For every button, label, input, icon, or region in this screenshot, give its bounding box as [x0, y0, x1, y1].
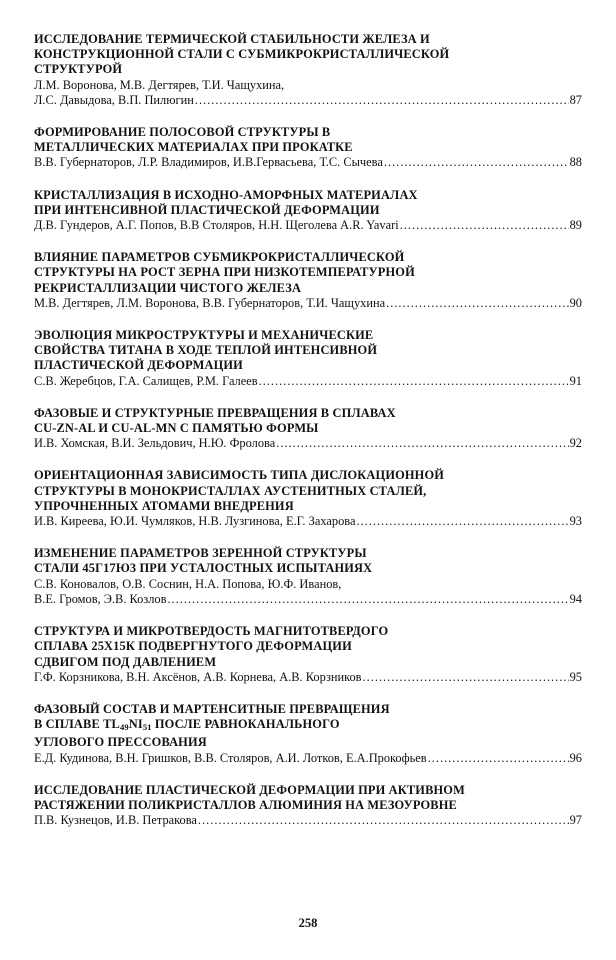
dot-leader — [428, 751, 569, 766]
title-line-alloy — [34, 717, 582, 735]
title-line: КРИСТАЛЛИЗАЦИЯ В ИСХОДНО-АМОРФНЫХ МАТЕРИАЛАХ — [34, 187, 418, 202]
dot-leader — [195, 93, 569, 108]
entry-title — [34, 624, 582, 670]
toc-entry — [34, 468, 582, 529]
dot-leader — [276, 436, 568, 451]
title-line: РАСТЯЖЕНИИ ПОЛИКРИСТАЛЛОВ АЛЮМИНИЯ НА МЕЗОУРОВНЕ — [34, 797, 457, 812]
dot-leader — [167, 592, 568, 607]
dot-leader — [384, 155, 569, 170]
toc-entry — [34, 32, 582, 108]
title-line: ЭВОЛЮЦИЯ МИКРОСТРУКТУРЫ И МЕХАНИЧЕСКИЕ — [34, 328, 374, 343]
leader-line — [34, 592, 582, 607]
alloy-subscript: 49 — [119, 722, 129, 733]
entry-authors — [34, 374, 582, 389]
title-line: СВОЙСТВА ТИТАНА В ХОДЕ ТЕПЛОЙ ИНТЕНСИВНОЙ — [34, 343, 378, 358]
title-line: ФОРМИРОВАНИЕ ПОЛОСОВОЙ СТРУКТУРЫ В — [34, 125, 331, 140]
author-line: И.В. Хомская, В.И. Зельдович, Н.Ю. Фролова — [34, 436, 276, 451]
title-line: СТАЛИ 45Г17Ю3 ПРИ УСТАЛОСТНЫХ ИСПЫТАНИЯХ — [34, 561, 373, 576]
entry-authors — [34, 577, 582, 607]
title-line: СТРУКТУРЫ В МОНОКРИСТАЛЛАХ АУСТЕНИТНЫХ СТАЛЕЙ, — [34, 483, 427, 498]
entry-title — [34, 32, 582, 78]
title-line: ИССЛЕДОВАНИЕ ПЛАСТИЧЕСКОЙ ДЕФОРМАЦИИ ПРИ АКТИВНОМ — [34, 782, 465, 797]
entry-authors — [34, 296, 582, 311]
title-line: КОНСТРУКЦИОННОЙ СТАЛИ С СУБМИКРОКРИСТАЛЛИЧЕСКОЙ — [34, 47, 450, 62]
author-line: В.В. Губернаторов, Л.Р. Владимиров, И.В.Гервасьева, Т.С. Сычева — [34, 155, 383, 170]
page-number: 96 — [569, 750, 582, 765]
author-line: Л.М. Воронова, М.В. Дегтярев, Т.И. Чащухина, — [34, 77, 285, 92]
title-line: СДВИГОМ ПОД ДАВЛЕНИЕМ — [34, 654, 217, 669]
page-number: 90 — [569, 295, 582, 310]
entry-authors — [34, 436, 582, 451]
toc-entry — [34, 188, 582, 234]
table-of-contents — [34, 32, 582, 845]
author-line: И.В. Киреева, Ю.И. Чумляков, Н.В. Лузгинова, Е.Г. Захарова — [34, 514, 356, 529]
author-line: С.В. Коновалов, О.В. Соснин, Н.А. Попова, Ю.Ф. Иванов, — [34, 576, 342, 591]
dot-leader — [198, 813, 569, 828]
entry-authors — [34, 514, 582, 529]
author-line: В.Е. Громов, Э.В. Козлов — [34, 591, 167, 606]
author-line: М.В. Дегтярев, Л.М. Воронова, В.В. Губернаторов, Т.И. Чащухина — [34, 295, 386, 310]
entry-title — [34, 468, 582, 514]
title-line: ПЛАСТИЧЕСКОЙ ДЕФОРМАЦИИ — [34, 358, 243, 373]
entry-title — [34, 328, 582, 374]
page-number: 97 — [569, 813, 582, 828]
page-number: 87 — [569, 92, 582, 107]
leader-line — [34, 374, 582, 389]
entry-title — [34, 546, 582, 576]
page-number: 94 — [569, 591, 582, 606]
title-line: РЕКРИСТАЛЛИЗАЦИИ ЧИСТОГО ЖЕЛЕЗА — [34, 280, 302, 295]
dot-leader — [386, 296, 568, 311]
entry-title — [34, 250, 582, 296]
alloy-text: ПОСЛЕ РАВНОКАНАЛЬНОГО — [151, 717, 340, 732]
title-line: CU-ZN-AL И CU-AL-MN С ПАМЯТЬЮ ФОРМЫ — [34, 421, 319, 436]
title-line: МЕТАЛЛИЧЕСКИХ МАТЕРИАЛАХ ПРИ ПРОКАТКЕ — [34, 140, 353, 155]
entry-title — [34, 702, 582, 751]
page-number: 92 — [569, 436, 582, 451]
leader-line — [34, 670, 582, 685]
title-line: ПРИ ИНТЕНСИВНОЙ ПЛАСТИЧЕСКОЙ ДЕФОРМАЦИИ — [34, 202, 380, 217]
entry-authors — [34, 155, 582, 170]
title-line: СТРУКТУРА И МИКРОТВЕРДОСТЬ МАГНИТОТВЕРДОГО — [34, 624, 389, 639]
title-line: ОРИЕНТАЦИОННАЯ ЗАВИСИМОСТЬ ТИПА ДИСЛОКАЦИОННОЙ — [34, 468, 445, 483]
title-line: СТРУКТУРЫ НА РОСТ ЗЕРНА ПРИ НИЗКОТЕМПЕРАТУРНОЙ — [34, 265, 415, 280]
title-line: ФАЗОВЫЙ СОСТАВ И МАРТЕНСИТНЫЕ ПРЕВРАЩЕНИЯ — [34, 701, 390, 716]
leader-line — [34, 514, 582, 529]
leader-line — [34, 436, 582, 451]
title-line: ИССЛЕДОВАНИЕ ТЕРМИЧЕСКОЙ СТАБИЛЬНОСТИ ЖЕЛЕЗА И — [34, 32, 430, 46]
entry-title — [34, 125, 582, 155]
toc-entry — [34, 624, 582, 685]
author-line: Г.Ф. Корзникова, В.Н. Аксёнов, А.В. Корнева, А.В. Корзников — [34, 669, 362, 684]
page-folio-number: 258 — [298, 916, 318, 930]
entry-title — [34, 406, 582, 436]
alloy-text: В СПЛАВЕ TL — [34, 717, 120, 732]
toc-entry — [34, 546, 582, 607]
author-line: П.В. Кузнецов, И.В. Петракова — [34, 813, 197, 828]
toc-entry — [34, 702, 582, 766]
entry-authors — [34, 751, 582, 766]
alloy-text: NI — [128, 717, 143, 732]
page-number: 91 — [569, 373, 582, 388]
entry-authors — [34, 78, 582, 108]
title-line: ФАЗОВЫЕ И СТРУКТУРНЫЕ ПРЕВРАЩЕНИЯ В СПЛАВАХ — [34, 405, 396, 420]
leader-line — [34, 93, 582, 108]
title-line: ВЛИЯНИЕ ПАРАМЕТРОВ СУБМИКРОКРИСТАЛЛИЧЕСКОЙ — [34, 250, 405, 265]
entry-title — [34, 783, 582, 813]
author-line: С.В. Жеребцов, Г.А. Салищев, Р.М. Галеев — [34, 373, 258, 388]
entry-authors — [34, 813, 582, 828]
toc-entry — [34, 783, 582, 829]
leader-line — [34, 296, 582, 311]
toc-entry — [34, 250, 582, 311]
page-number: 89 — [569, 218, 582, 233]
dot-leader — [400, 218, 569, 233]
title-line: УПРОЧНЕННЫХ АТОМАМИ ВНЕДРЕНИЯ — [34, 498, 294, 513]
dot-leader — [259, 374, 569, 389]
leader-line — [34, 751, 582, 766]
toc-entry — [34, 328, 582, 389]
author-line: Е.Д. Кудинова, В.Н. Гришков, В.В. Столяров, А.И. Лотков, Е.А.Прокофьев — [34, 750, 427, 765]
page-number: 88 — [569, 155, 582, 170]
toc-entry — [34, 406, 582, 452]
entry-title — [34, 188, 582, 218]
dot-leader — [356, 514, 568, 529]
entry-authors — [34, 218, 582, 233]
title-line: СТРУКТУРОЙ — [34, 62, 123, 77]
leader-line — [34, 813, 582, 828]
alloy-subscript: 51 — [142, 722, 152, 733]
author-line: Л.С. Давыдова, В.П. Пилюгин — [34, 92, 194, 107]
leader-line — [34, 218, 582, 233]
leader-line — [34, 155, 582, 170]
page-number: 95 — [569, 669, 582, 684]
dot-leader — [363, 670, 569, 685]
toc-entry — [34, 125, 582, 171]
title-line: УГЛОВОГО ПРЕССОВАНИЯ — [34, 735, 207, 750]
entry-authors — [34, 670, 582, 685]
author-line: Д.В. Гундеров, А.Г. Попов, В.В Столяров, Н.Н. Щеголева A.R. Yavari — [34, 218, 399, 233]
page-number: 93 — [569, 514, 582, 529]
title-line: СПЛАВА 25Х15К ПОДВЕРГНУТОГО ДЕФОРМАЦИИ — [34, 639, 352, 654]
title-line: ИЗМЕНЕНИЕ ПАРАМЕТРОВ ЗЕРЕННОЙ СТРУКТУРЫ — [34, 546, 367, 561]
